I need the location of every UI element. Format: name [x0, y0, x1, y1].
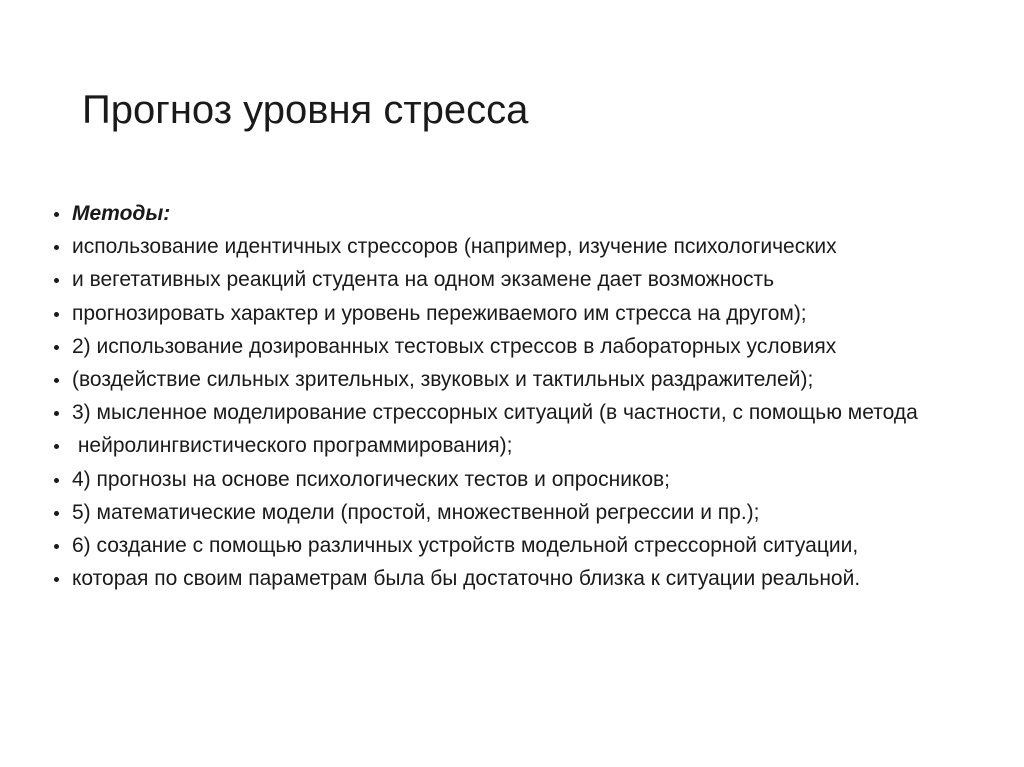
bullet-item — [52, 502, 1007, 524]
bullet-dot-icon — [54, 345, 59, 350]
bullet-text: прогнозировать характер и уровень переживаемого им стресса на другом); — [72, 301, 807, 325]
bullet-dot-icon — [54, 444, 59, 449]
bullet-text: 5) математические модели (простой, множественной регрессии и пр.); — [72, 500, 760, 524]
bullet-dot-icon — [54, 245, 59, 250]
bullet-text: 4) прогнозы на основе психологических тестов и опросников; — [72, 467, 671, 491]
bullet-text: которая по своим параметрам была бы достаточно близка к ситуации реальной. — [72, 567, 861, 591]
bullet-item — [52, 336, 1007, 358]
bullet-item — [52, 203, 1007, 225]
slide-title: Прогноз уровня стресса — [82, 88, 529, 132]
bullet-dot-icon — [54, 577, 59, 582]
bullet-item — [52, 535, 1007, 557]
bullet-dot-icon — [54, 511, 59, 516]
bullet-item — [52, 402, 1007, 424]
bullet-text: 3) мысленное моделирование стрессорных ситуаций (в частности, с помощью метода — [72, 401, 918, 425]
bullet-dot-icon — [54, 278, 59, 283]
bullet-item — [52, 568, 1007, 590]
bullet-text: 6) создание с помощью различных устройств модельной стрессорной ситуации, — [72, 533, 859, 557]
bullet-text: 2) использование дозированных тестовых стрессов в лабораторных условиях — [72, 334, 837, 358]
bullet-item — [52, 435, 1007, 457]
bullet-dot-icon — [54, 378, 59, 383]
bullet-dot-icon — [54, 312, 59, 317]
bullet-item — [52, 369, 1007, 391]
bullet-text: использование идентичных стрессоров (например, изучение психологических — [72, 235, 837, 259]
bullet-item — [52, 303, 1007, 325]
bullet-list — [52, 203, 1007, 601]
bullet-item — [52, 236, 1007, 258]
bullet-item — [52, 469, 1007, 491]
bullet-item — [52, 269, 1007, 291]
bullet-text: нейролингвистического программирования); — [72, 434, 513, 458]
bullet-dot-icon — [54, 212, 59, 217]
bullet-text: Методы: — [72, 202, 171, 225]
bullet-dot-icon — [54, 544, 59, 549]
bullet-dot-icon — [54, 478, 59, 483]
bullet-dot-icon — [54, 411, 59, 416]
bullet-text: и вегетативных реакций студента на одном экзамене дает возможность — [72, 268, 775, 292]
bullet-text: (воздействие сильных зрительных, звуковых и тактильных раздражителей); — [72, 367, 814, 391]
